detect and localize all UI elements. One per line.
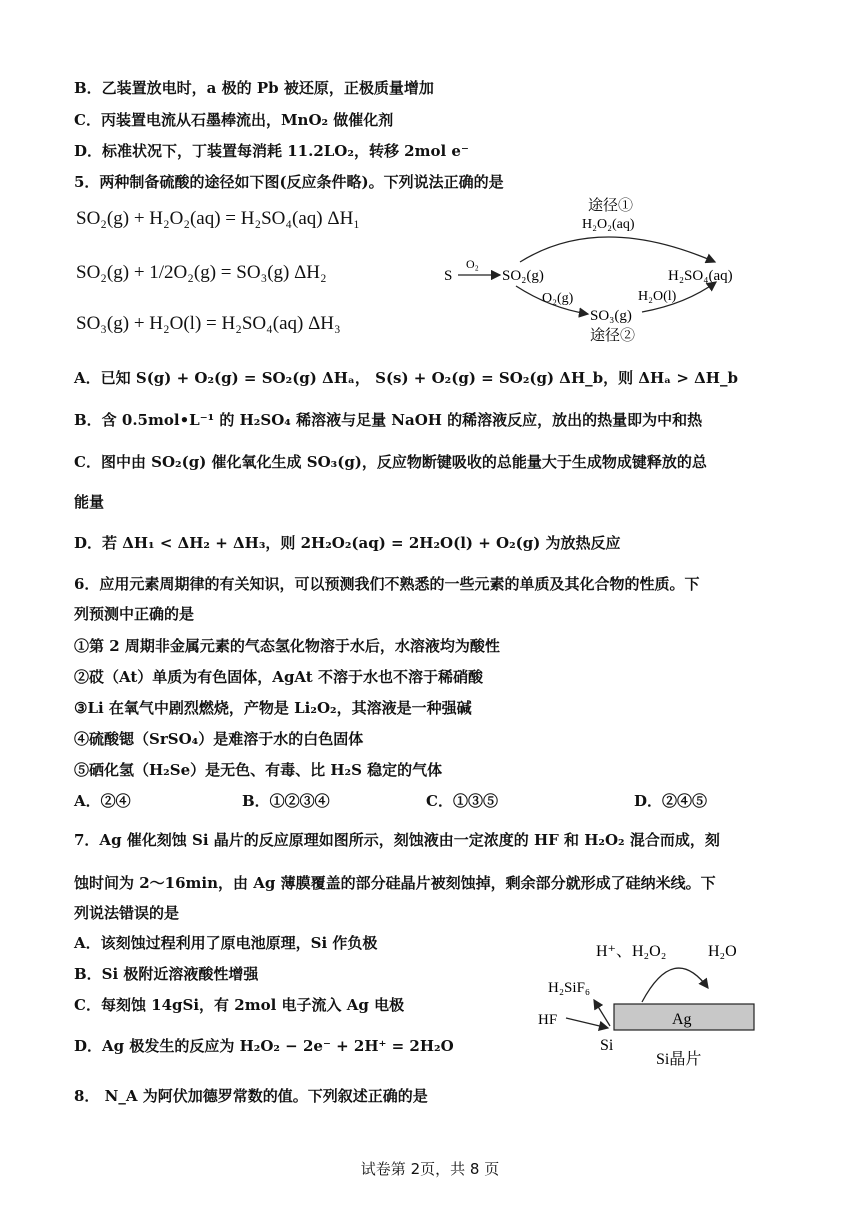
q5-stem: 5．两种制备硫酸的途径如下图(反应条件略)。下列说法正确的是 — [74, 173, 504, 191]
q7-stem: 7．Ag 催化刻蚀 Si 晶片的反应原理如图所示，刻蚀液由一定浓度的 HF 和 H₂O₂ 混合而成，刻 — [74, 831, 720, 849]
q4-option-c: C．丙装置电流从石墨棒流出，MnO₂ 做催化剂 — [74, 111, 394, 129]
h2so4-label: H₂SO₄(aq) — [668, 268, 733, 284]
q5-option-d: D．若 ΔH₁ < ΔH₂ + ΔH₃，则 2H₂O₂(aq) = 2H₂O(l) + O₂(g) 为放热反应 — [74, 534, 621, 552]
h2o2-label: H₂O₂(aq) — [582, 217, 635, 232]
h2sif6-arrow — [594, 1000, 610, 1026]
q5-option-c-cont: 能量 — [74, 493, 105, 511]
q7-option-b: B．Si 极附近溶液酸性增强 — [74, 965, 259, 983]
q4-option-b: B．乙装置放电时，a 极的 Pb 被还原，正极质量增加 — [74, 79, 434, 97]
q6-statement-5: ⑤硒化氢（H₂Se）是无色、有毒、比 H₂S 稳定的气体 — [74, 761, 443, 779]
o2-label: O₂ — [466, 257, 479, 271]
ag-reaction-arrow — [642, 968, 708, 1002]
q7-option-c: C．每刻蚀 14gSi，有 2mol 电子流入 Ag 电极 — [74, 996, 405, 1014]
o2g-label: O₂(g) — [542, 291, 574, 306]
q8-stem: 8． N_A 为阿伏加德罗常数的值。下列叙述正确的是 — [74, 1087, 428, 1105]
route2-label: 途径② — [590, 328, 636, 344]
q5-option-c: C．图中由 SO₂(g) 催化氧化生成 SO₃(g)，反应物断键吸收的总能量大于生成物成键释放的总 — [74, 453, 707, 471]
q6-option-d[interactable]: D．②④⑤ — [634, 792, 708, 810]
q6-statement-3: ③Li 在氧气中剧烈燃烧，产物是 Li₂O₂，其溶液是一种强碱 — [74, 699, 472, 717]
hf-label: HF — [538, 1012, 558, 1028]
q5-option-a: A．已知 S(g) + O₂(g) = SO₂(g) ΔHₐ， S(s) + O₂(g) = SO₂(g) ΔH_b，则 ΔHₐ > ΔH_b — [74, 369, 738, 387]
q4-option-d: D．标准状况下，丁装置每消耗 11.2LO₂，转移 2mol e⁻ — [74, 142, 469, 160]
q5-equation-3: SO₃(g) + H₂O(l) = H₂SO₄(aq) ΔH₃ — [76, 313, 341, 334]
h2o-label: H₂O(l) — [638, 289, 677, 304]
q7-stem-cont: 蚀时间为 2～16min，由 Ag 薄膜覆盖的部分硅晶片被刻蚀掉，剩余部分就形成了硅纳米线。下 — [74, 874, 716, 892]
route1-label: 途径① — [588, 198, 634, 214]
ag-label: Ag — [672, 1011, 692, 1028]
h2o-product-label: H₂O — [708, 943, 737, 960]
hf-arrow — [566, 1018, 608, 1028]
route1-arrow — [520, 237, 715, 262]
s-label: S — [444, 268, 453, 284]
q5-route-diagram — [430, 192, 770, 344]
so3-label: SO₃(g) — [590, 308, 632, 324]
q6-option-a[interactable]: A．②④ — [74, 792, 131, 810]
q5-equation-2: SO₂(g) + 1/2O₂(g) = SO₃(g) ΔH₂ — [76, 262, 327, 283]
q7-stem-cont2: 列说法错误的是 — [74, 904, 180, 922]
q6-statement-4: ④硫酸锶（SrSO₄）是难溶于水的白色固体 — [74, 730, 364, 748]
q5-option-b: B．含 0.5mol•L⁻¹ 的 H₂SO₄ 稀溶液与足量 NaOH 的稀溶液反应，放出的热量即为中和热 — [74, 411, 703, 429]
so2-label: SO₂(g) — [502, 268, 544, 284]
si-label: Si — [600, 1037, 614, 1054]
q7-option-a: A．该刻蚀过程利用了原电池原理，Si 作负极 — [74, 934, 378, 952]
wafer-label: Si晶片 — [656, 1051, 702, 1068]
q7-etching-diagram — [530, 936, 780, 1074]
q6-stem-cont: 列预测中正确的是 — [74, 605, 195, 623]
q6-statement-1: ①第 2 周期非金属元素的气态氢化物溶于水后，水溶液均为酸性 — [74, 637, 500, 655]
q5-equation-1: SO₂(g) + H₂O₂(aq) = H₂SO₄(aq) ΔH₁ — [76, 208, 360, 229]
q6-option-c[interactable]: C．①③⑤ — [426, 792, 498, 810]
page-footer: 试卷第 2页，共 8 页 — [360, 1160, 500, 1178]
h-h2o2-label: H⁺、H₂O₂ — [596, 943, 667, 960]
q6-option-b[interactable]: B．①②③④ — [242, 792, 330, 810]
h2sif6-label: H₂SiF₆ — [548, 980, 591, 996]
q6-statement-2: ②砹（At）单质为有色固体，AgAt 不溶于水也不溶于稀硝酸 — [74, 668, 483, 686]
q6-stem: 6．应用元素周期律的有关知识，可以预测我们不熟悉的一些元素的单质及其化合物的性质。下 — [74, 575, 700, 593]
q7-option-d: D．Ag 极发生的反应为 H₂O₂ − 2e⁻ + 2H⁺ = 2H₂O — [74, 1037, 454, 1055]
